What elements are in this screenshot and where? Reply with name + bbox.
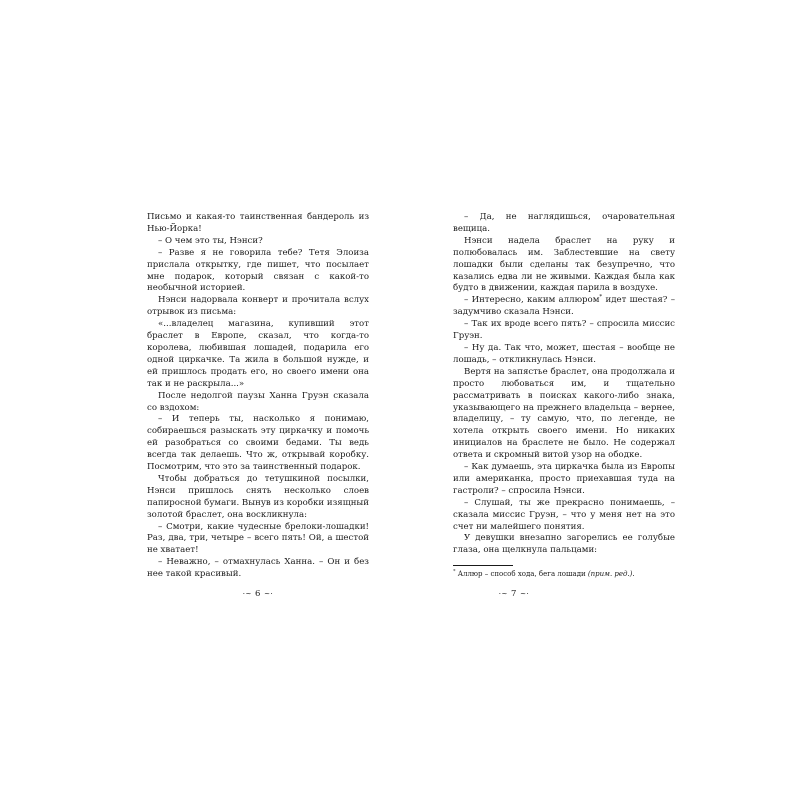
- footnote-divider: [453, 565, 513, 566]
- folio-ornament-icon: ~·: [520, 590, 530, 598]
- folio-ornament-icon: ·~: [498, 590, 508, 598]
- page-number: 6: [255, 589, 261, 599]
- letter-quote: «...владелец магазина, купивший этот браслет в Европе, сказал, что когда-то королева, любившая лошадей, подарила его одной циркачке. Та жила в большой нужде, и ей пришлось продать его, но своего имени она так и не раскрыла...»: [147, 319, 369, 389]
- left-page: [147, 212, 369, 581]
- paragraph: У девушки внезапно загорелись ее голубые глаза, она щелкнула пальцами:: [453, 533, 675, 556]
- footnote-editor-note: (прим. ред.).: [587, 570, 635, 579]
- paragraph: После недолгой паузы Ханна Груэн сказала со вздохом:: [147, 390, 369, 413]
- paragraph: Письмо и какая-то таинственная бандероль из Нью-Йорка!: [147, 212, 369, 234]
- paragraph: – Как думаешь, эта циркачка была из Европы или американка, просто приехавшая туда на гастроли? – спросила Нэнси.: [453, 462, 675, 496]
- paragraph: Чтобы добраться до тетушкиной посылки, Нэнси пришлось снять несколько слоев папиросной бумаги. Вынув из коробки изящный золотой браслет, она воскликнула:: [147, 473, 369, 520]
- footnote-text: Аллюр – способ хода, бега лошади: [457, 570, 586, 579]
- paragraph: Нэнси надорвала конверт и прочитала вслух отрывок из письма:: [147, 295, 369, 318]
- footnote-mark: *: [453, 568, 456, 575]
- paragraph: – Так их вроде всего пять? – спросила миссис Груэн.: [453, 319, 675, 342]
- right-page: [453, 212, 675, 579]
- paragraph: – Неважно, – отмахнулась Ханна. – Он и без нее такой красивый.: [147, 557, 369, 580]
- paragraph: – Ну да. Так что, может, шестая – вообще не лошадь, – откликнулась Нэнси.: [453, 342, 675, 365]
- footnote: [453, 570, 675, 579]
- page-number: 7: [511, 589, 517, 599]
- right-page-text: [453, 212, 675, 557]
- folio-ornament-icon: ·~: [242, 590, 252, 598]
- page-number-left: [147, 589, 369, 599]
- paragraph: Вертя на запястье браслет, она продолжала и просто любоваться им, и тщательно рассматривать в поисках какого-либо знака, указывающего на прежнего владельца – вернее, владелицу, – ту самую, что, по легенде, не хотела открыть своего имени. Но никаких инициалов на браслете не было. Не содержал ответа и скромный витой узор на ободке.: [453, 366, 675, 461]
- paragraph: – Разве я не говорила тебе? Тетя Элоиза прислала открытку, где пишет, что посылает мне подарок, который связан с какой-то необычной историей.: [147, 247, 369, 294]
- paragraph: – Да, не наглядишься, очаровательная вещица.: [453, 212, 675, 234]
- paragraph: – И теперь ты, насколько я понимаю, собираешься разыскать эту циркачку и помочь ей разобраться со своими бедами. Ты ведь всегда так делаешь. Что ж, открывай коробку. Посмотрим, что это за таинственный подарок.: [147, 414, 369, 473]
- paragraph: – Смотри, какие чудесные брелоки-лошадки! Раз, два, три, четыре – всего пять! Ой, а шестой не хватает!: [147, 521, 369, 556]
- folio-ornament-icon: ~·: [264, 590, 274, 598]
- paragraph: – Интересно, каким аллюром* идет шестая? – задумчиво сказала Нэнси.: [453, 294, 675, 318]
- paragraph: Нэнси надела браслет на руку и полюбовалась им. Заблестевшие на свету лошадки были сделаны так безупречно, что казались едва ли не живыми. Каждая была как будто в движении, каждая парила в воздухе.: [453, 235, 675, 294]
- footnote-ref-mark: *: [599, 294, 603, 301]
- page-number-right: [403, 589, 625, 599]
- left-page-text: [147, 212, 369, 581]
- paragraph: – Слушай, ты же прекрасно понимаешь, – сказала миссис Груэн, – что у меня нет на это счет ни малейшего понятия.: [453, 497, 675, 532]
- paragraph: – О чем это ты, Нэнси?: [158, 235, 263, 246]
